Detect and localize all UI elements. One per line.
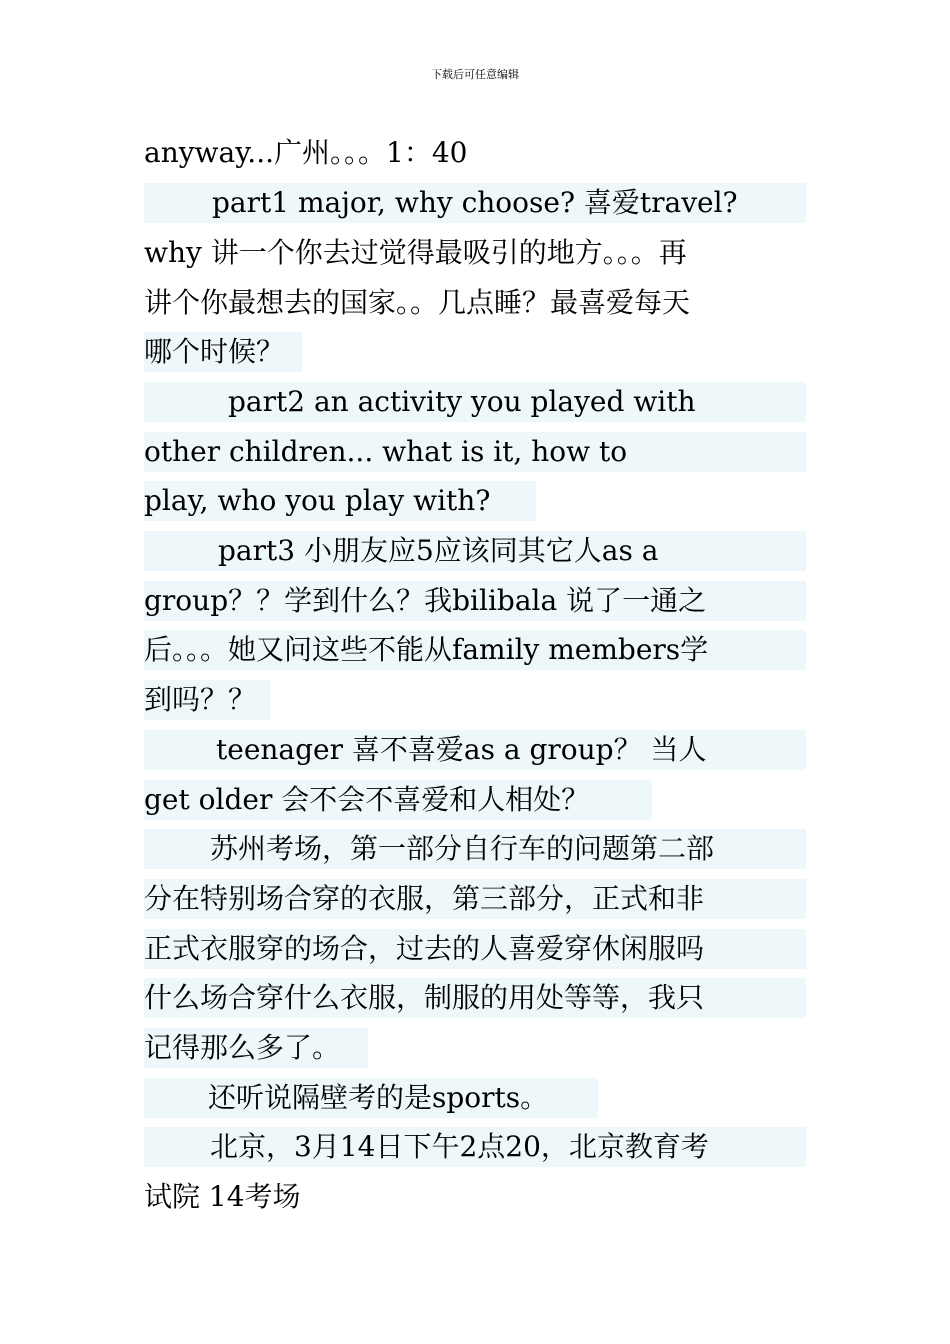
text-line: why 讲一个你去过觉得最吸引的地方。。。再 bbox=[144, 236, 687, 269]
text-line: 还听说隔壁考的是sports。 bbox=[144, 1078, 598, 1118]
page-header: 下载后可任意编辑 bbox=[431, 68, 519, 81]
text-line: 后。。。她又问这些不能从family members学 bbox=[144, 630, 806, 670]
text-line: part2 an activity you played with bbox=[144, 382, 806, 422]
text-line: 苏州考场，第一部分自行车的问题第二部 bbox=[144, 829, 806, 869]
text-line: 正式衣服穿的场合，过去的人喜爱穿休闲服吗 bbox=[144, 929, 806, 969]
text-line: 什么场合穿什么衣服，制服的用处等等，我只 bbox=[144, 978, 806, 1018]
text-line: 分在特别场合穿的衣服，第三部分，正式和非 bbox=[144, 879, 806, 919]
text-line: 北京，3月14日下午2点20，北京教育考 bbox=[144, 1127, 806, 1167]
text-line: part1 major, why choose? 喜爱travel? bbox=[144, 183, 806, 223]
text-line: get older 会不会不喜爱和人相处？ bbox=[144, 780, 652, 820]
text-line: part3 小朋友应5应该同其它人as a bbox=[144, 531, 806, 571]
text-line: anyway...广州。。。1：40 bbox=[144, 136, 468, 169]
text-line: other children... what is it, how to bbox=[144, 432, 806, 472]
text-line: 哪个时候？ bbox=[144, 332, 302, 372]
text-line: teenager 喜不喜爱as a group？ 当人 bbox=[144, 730, 806, 770]
text-line: play, who you play with? bbox=[144, 481, 536, 521]
text-line: 到吗？？ bbox=[144, 680, 270, 720]
text-line: group？？学到什么？我bilibala 说了一通之 bbox=[144, 581, 806, 621]
text-line: 试院 14考场 bbox=[144, 1180, 301, 1213]
text-line: 讲个你最想去的国家。。几点睡？最喜爱每天 bbox=[144, 286, 691, 319]
text-line: 记得那么多了。 bbox=[144, 1028, 368, 1068]
